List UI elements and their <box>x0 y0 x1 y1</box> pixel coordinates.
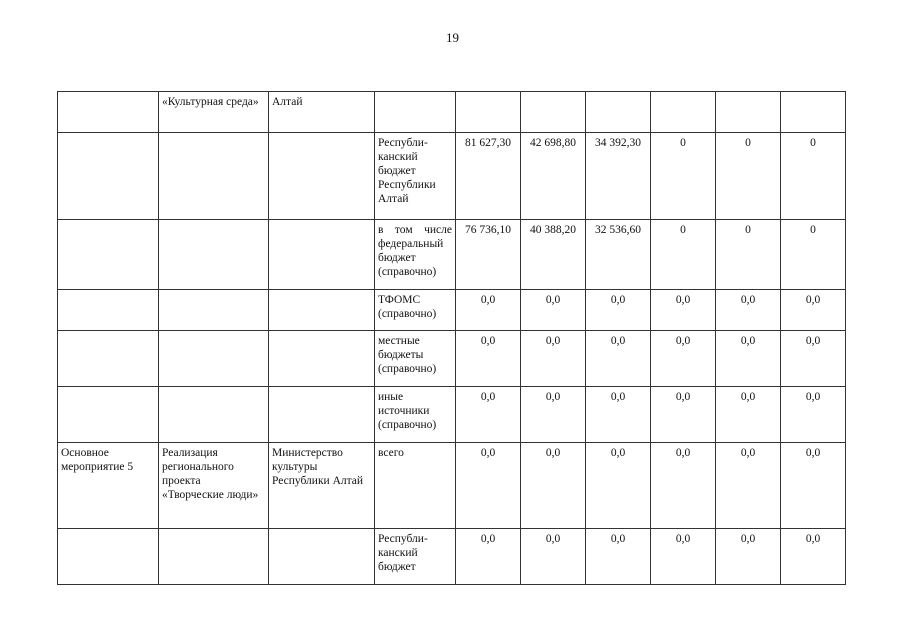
value-cell: 42 698,80 <box>521 133 586 220</box>
value-cell <box>456 92 521 133</box>
measure-cell <box>58 220 159 290</box>
value-cell <box>781 92 846 133</box>
executor-cell <box>269 529 375 585</box>
value-cell: 0 <box>651 220 716 290</box>
measure-cell <box>58 387 159 443</box>
value-cell: 0,0 <box>716 387 781 443</box>
value-cell: 0,0 <box>586 443 651 529</box>
value-cell: 0,0 <box>781 290 846 331</box>
measure-cell <box>58 133 159 220</box>
value-cell: 40 388,20 <box>521 220 586 290</box>
source-cell: Республи-канский бюджет <box>375 529 456 585</box>
value-cell: 32 536,60 <box>586 220 651 290</box>
table-row <box>58 220 846 290</box>
value-cell: 0,0 <box>651 387 716 443</box>
value-cell: 0,0 <box>456 387 521 443</box>
table-row <box>58 133 846 220</box>
value-cell: 0,0 <box>716 331 781 387</box>
value-cell: 0,0 <box>651 331 716 387</box>
value-cell: 76 736,10 <box>456 220 521 290</box>
executor-cell <box>269 331 375 387</box>
page-number: 19 <box>446 30 459 45</box>
measure-cell <box>58 290 159 331</box>
value-cell: 0,0 <box>521 387 586 443</box>
value-cell: 0,0 <box>521 290 586 331</box>
value-cell: 0,0 <box>716 529 781 585</box>
budget-table <box>57 91 846 585</box>
measure-cell <box>58 529 159 585</box>
measure-cell <box>58 92 159 133</box>
project-cell <box>159 387 269 443</box>
value-cell: 0,0 <box>586 529 651 585</box>
value-cell: 0,0 <box>521 331 586 387</box>
executor-cell <box>269 133 375 220</box>
value-cell: 0,0 <box>716 290 781 331</box>
executor-cell: Алтай <box>269 92 375 133</box>
value-cell: 0,0 <box>651 443 716 529</box>
value-cell: 81 627,30 <box>456 133 521 220</box>
project-cell <box>159 529 269 585</box>
source-cell: всего <box>375 443 456 529</box>
executor-cell <box>269 387 375 443</box>
value-cell: 0,0 <box>521 443 586 529</box>
source-cell: в том числе федеральный бюджет (справочно) <box>375 220 456 290</box>
table-row <box>58 387 846 443</box>
value-cell: 0,0 <box>456 290 521 331</box>
project-cell: Реализация регионального проекта «Творческие люди» <box>159 443 269 529</box>
source-cell: Республи-канский бюджет Республики Алтай <box>375 133 456 220</box>
table-row <box>58 92 846 133</box>
value-cell: 0,0 <box>781 387 846 443</box>
value-cell: 0,0 <box>586 290 651 331</box>
value-cell: 0,0 <box>456 331 521 387</box>
value-cell <box>586 92 651 133</box>
value-cell: 0,0 <box>456 529 521 585</box>
table-row <box>58 290 846 331</box>
source-cell <box>375 92 456 133</box>
table-row <box>58 443 846 529</box>
value-cell: 0 <box>716 133 781 220</box>
value-cell: 0,0 <box>781 331 846 387</box>
value-cell <box>521 92 586 133</box>
value-cell: 0,0 <box>781 443 846 529</box>
value-cell: 0,0 <box>586 387 651 443</box>
value-cell <box>716 92 781 133</box>
source-cell: местные бюджеты (справочно) <box>375 331 456 387</box>
value-cell: 0 <box>781 220 846 290</box>
project-cell <box>159 331 269 387</box>
table-row <box>58 331 846 387</box>
value-cell: 0 <box>781 133 846 220</box>
value-cell: 0 <box>651 133 716 220</box>
executor-cell <box>269 290 375 331</box>
value-cell: 0,0 <box>651 529 716 585</box>
table-row <box>58 529 846 585</box>
value-cell: 0,0 <box>586 331 651 387</box>
project-cell <box>159 133 269 220</box>
executor-cell: Министерство культуры Республики Алтай <box>269 443 375 529</box>
value-cell <box>651 92 716 133</box>
value-cell: 0,0 <box>456 443 521 529</box>
value-cell: 0,0 <box>651 290 716 331</box>
project-cell: «Культурная среда» <box>159 92 269 133</box>
source-cell: иные источники (справочно) <box>375 387 456 443</box>
measure-cell: Основное мероприятие 5 <box>58 443 159 529</box>
project-cell <box>159 220 269 290</box>
value-cell: 0,0 <box>781 529 846 585</box>
value-cell: 0,0 <box>716 443 781 529</box>
source-cell: ТФОМС (справочно) <box>375 290 456 331</box>
executor-cell <box>269 220 375 290</box>
value-cell: 34 392,30 <box>586 133 651 220</box>
value-cell: 0 <box>716 220 781 290</box>
value-cell: 0,0 <box>521 529 586 585</box>
project-cell <box>159 290 269 331</box>
measure-cell <box>58 331 159 387</box>
